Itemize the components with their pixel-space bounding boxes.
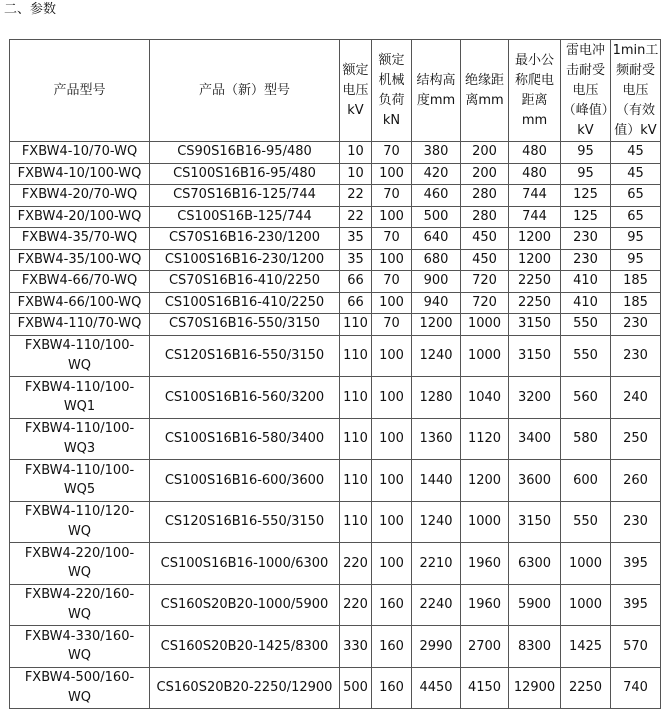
value-cell: 65 <box>611 206 661 228</box>
value-cell: 12900 <box>509 667 561 709</box>
table-row <box>10 501 661 543</box>
value-cell: 70 <box>372 142 412 164</box>
value-cell: 110 <box>340 418 372 460</box>
value-cell: 550 <box>561 335 611 377</box>
parameter-table <box>9 39 661 709</box>
value-cell: 5900 <box>509 584 561 626</box>
table-row <box>10 271 661 293</box>
value-cell: 410 <box>561 271 611 293</box>
value-cell: 1200 <box>509 249 561 271</box>
value-cell: 744 <box>509 206 561 228</box>
header-cell: 产品型号 <box>10 40 150 142</box>
value-cell: 560 <box>561 377 611 419</box>
value-cell: 70 <box>372 314 412 336</box>
value-cell: 1120 <box>461 418 509 460</box>
new-model-cell: CS100S16B16-1000/6300 <box>150 543 340 585</box>
value-cell: 450 <box>461 249 509 271</box>
value-cell: 1200 <box>509 228 561 250</box>
new-model-cell: CS160S20B20-1425/8300 <box>150 626 340 668</box>
value-cell: 100 <box>372 163 412 185</box>
value-cell: 280 <box>461 185 509 207</box>
model-cell: FXBW4-110/100- WQ1 <box>10 377 150 419</box>
model-cell: FXBW4-10/100-WQ <box>10 163 150 185</box>
table-row <box>10 626 661 668</box>
table-row <box>10 314 661 336</box>
model-cell: FXBW4-20/70-WQ <box>10 185 150 207</box>
value-cell: 330 <box>340 626 372 668</box>
table-row <box>10 335 661 377</box>
value-cell: 3150 <box>509 335 561 377</box>
value-cell: 600 <box>561 460 611 502</box>
value-cell: 6300 <box>509 543 561 585</box>
header-cell: 雷电冲击耐受电压（峰值）kV <box>561 40 611 142</box>
value-cell: 4150 <box>461 667 509 709</box>
value-cell: 185 <box>611 292 661 314</box>
header-cell: 1min工频耐受电压（有效值）kV <box>611 40 661 142</box>
value-cell: 480 <box>509 163 561 185</box>
section-heading: 二、参数 <box>4 2 57 17</box>
model-cell: FXBW4-110/100- WQ5 <box>10 460 150 502</box>
new-model-cell: CS100S16B16-600/3600 <box>150 460 340 502</box>
new-model-cell: CS100S16B16-410/2250 <box>150 292 340 314</box>
value-cell: 580 <box>561 418 611 460</box>
value-cell: 3200 <box>509 377 561 419</box>
value-cell: 3400 <box>509 418 561 460</box>
value-cell: 2240 <box>412 584 461 626</box>
value-cell: 410 <box>561 292 611 314</box>
table-row <box>10 377 661 419</box>
table-row <box>10 249 661 271</box>
value-cell: 70 <box>372 228 412 250</box>
value-cell: 250 <box>611 418 661 460</box>
value-cell: 3600 <box>509 460 561 502</box>
table-header-row <box>10 40 661 142</box>
model-cell: FXBW4-220/160- WQ <box>10 584 150 626</box>
value-cell: 110 <box>340 377 372 419</box>
value-cell: 10 <box>340 142 372 164</box>
value-cell: 100 <box>372 460 412 502</box>
value-cell: 100 <box>372 292 412 314</box>
table-row <box>10 667 661 709</box>
value-cell: 1000 <box>561 584 611 626</box>
value-cell: 35 <box>340 249 372 271</box>
value-cell: 2210 <box>412 543 461 585</box>
header-cell: 绝缘距离mm <box>461 40 509 142</box>
table-row <box>10 185 661 207</box>
value-cell: 3150 <box>509 314 561 336</box>
value-cell: 3150 <box>509 501 561 543</box>
value-cell: 240 <box>611 377 661 419</box>
value-cell: 1200 <box>461 460 509 502</box>
value-cell: 35 <box>340 228 372 250</box>
value-cell: 1000 <box>561 543 611 585</box>
value-cell: 720 <box>461 271 509 293</box>
new-model-cell: CS70S16B16-125/744 <box>150 185 340 207</box>
table-row <box>10 292 661 314</box>
value-cell: 744 <box>509 185 561 207</box>
value-cell: 1240 <box>412 335 461 377</box>
model-cell: FXBW4-20/100-WQ <box>10 206 150 228</box>
value-cell: 100 <box>372 543 412 585</box>
new-model-cell: CS100S16B16-560/3200 <box>150 377 340 419</box>
value-cell: 420 <box>412 163 461 185</box>
value-cell: 110 <box>340 460 372 502</box>
table-row <box>10 163 661 185</box>
model-cell: FXBW4-66/70-WQ <box>10 271 150 293</box>
new-model-cell: CS70S16B16-410/2250 <box>150 271 340 293</box>
value-cell: 230 <box>611 314 661 336</box>
value-cell: 8300 <box>509 626 561 668</box>
value-cell: 2250 <box>509 292 561 314</box>
value-cell: 100 <box>372 249 412 271</box>
new-model-cell: CS70S16B16-230/1200 <box>150 228 340 250</box>
value-cell: 95 <box>561 142 611 164</box>
new-model-cell: CS120S16B16-550/3150 <box>150 501 340 543</box>
value-cell: 110 <box>340 335 372 377</box>
value-cell: 160 <box>372 667 412 709</box>
model-cell: FXBW4-110/100- WQ <box>10 335 150 377</box>
value-cell: 2250 <box>509 271 561 293</box>
value-cell: 380 <box>412 142 461 164</box>
new-model-cell: CS120S16B16-550/3150 <box>150 335 340 377</box>
value-cell: 260 <box>611 460 661 502</box>
value-cell: 395 <box>611 584 661 626</box>
value-cell: 640 <box>412 228 461 250</box>
value-cell: 1440 <box>412 460 461 502</box>
value-cell: 500 <box>340 667 372 709</box>
value-cell: 680 <box>412 249 461 271</box>
value-cell: 1960 <box>461 543 509 585</box>
header-cell: 额定机械负荷kN <box>372 40 412 142</box>
value-cell: 66 <box>340 292 372 314</box>
value-cell: 740 <box>611 667 661 709</box>
new-model-cell: CS100S16B-125/744 <box>150 206 340 228</box>
value-cell: 200 <box>461 163 509 185</box>
model-cell: FXBW4-330/160- WQ <box>10 626 150 668</box>
value-cell: 160 <box>372 626 412 668</box>
value-cell: 395 <box>611 543 661 585</box>
value-cell: 100 <box>372 501 412 543</box>
value-cell: 22 <box>340 185 372 207</box>
value-cell: 230 <box>611 501 661 543</box>
header-cell: 结构高度mm <box>412 40 461 142</box>
header-cell: 额定电压kV <box>340 40 372 142</box>
model-cell: FXBW4-500/160- WQ <box>10 667 150 709</box>
value-cell: 70 <box>372 271 412 293</box>
value-cell: 1960 <box>461 584 509 626</box>
value-cell: 22 <box>340 206 372 228</box>
value-cell: 1000 <box>461 501 509 543</box>
value-cell: 220 <box>340 584 372 626</box>
value-cell: 450 <box>461 228 509 250</box>
model-cell: FXBW4-110/120- WQ <box>10 501 150 543</box>
value-cell: 500 <box>412 206 461 228</box>
new-model-cell: CS90S16B16-95/480 <box>150 142 340 164</box>
value-cell: 220 <box>340 543 372 585</box>
value-cell: 480 <box>509 142 561 164</box>
value-cell: 570 <box>611 626 661 668</box>
model-cell: FXBW4-66/100-WQ <box>10 292 150 314</box>
value-cell: 110 <box>340 501 372 543</box>
table-row <box>10 460 661 502</box>
value-cell: 10 <box>340 163 372 185</box>
table-row <box>10 142 661 164</box>
value-cell: 1240 <box>412 501 461 543</box>
value-cell: 230 <box>611 335 661 377</box>
model-cell: FXBW4-220/100- WQ <box>10 543 150 585</box>
value-cell: 185 <box>611 271 661 293</box>
value-cell: 95 <box>611 228 661 250</box>
header-cell: 最小公称爬电距离mm <box>509 40 561 142</box>
model-cell: FXBW4-35/70-WQ <box>10 228 150 250</box>
new-model-cell: CS70S16B16-550/3150 <box>150 314 340 336</box>
new-model-cell: CS100S16B16-230/1200 <box>150 249 340 271</box>
value-cell: 1000 <box>461 335 509 377</box>
value-cell: 550 <box>561 501 611 543</box>
value-cell: 1360 <box>412 418 461 460</box>
value-cell: 45 <box>611 163 661 185</box>
value-cell: 550 <box>561 314 611 336</box>
value-cell: 1040 <box>461 377 509 419</box>
value-cell: 720 <box>461 292 509 314</box>
model-cell: FXBW4-10/70-WQ <box>10 142 150 164</box>
value-cell: 1280 <box>412 377 461 419</box>
value-cell: 70 <box>372 185 412 207</box>
value-cell: 4450 <box>412 667 461 709</box>
value-cell: 125 <box>561 206 611 228</box>
value-cell: 95 <box>561 163 611 185</box>
value-cell: 900 <box>412 271 461 293</box>
table-row <box>10 584 661 626</box>
header-cell: 产品（新）型号 <box>150 40 340 142</box>
value-cell: 125 <box>561 185 611 207</box>
value-cell: 100 <box>372 206 412 228</box>
table-row <box>10 228 661 250</box>
model-cell: FXBW4-110/70-WQ <box>10 314 150 336</box>
value-cell: 2700 <box>461 626 509 668</box>
value-cell: 66 <box>340 271 372 293</box>
value-cell: 110 <box>340 314 372 336</box>
value-cell: 940 <box>412 292 461 314</box>
value-cell: 95 <box>611 249 661 271</box>
value-cell: 460 <box>412 185 461 207</box>
new-model-cell: CS100S16B16-95/480 <box>150 163 340 185</box>
new-model-cell: CS160S20B20-2250/12900 <box>150 667 340 709</box>
new-model-cell: CS100S16B16-580/3400 <box>150 418 340 460</box>
value-cell: 1000 <box>461 314 509 336</box>
value-cell: 100 <box>372 377 412 419</box>
table-row <box>10 206 661 228</box>
value-cell: 160 <box>372 584 412 626</box>
value-cell: 1425 <box>561 626 611 668</box>
value-cell: 2990 <box>412 626 461 668</box>
new-model-cell: CS160S20B20-1000/5900 <box>150 584 340 626</box>
value-cell: 100 <box>372 335 412 377</box>
value-cell: 230 <box>561 228 611 250</box>
value-cell: 230 <box>561 249 611 271</box>
model-cell: FXBW4-35/100-WQ <box>10 249 150 271</box>
value-cell: 65 <box>611 185 661 207</box>
table-row <box>10 418 661 460</box>
value-cell: 2250 <box>561 667 611 709</box>
value-cell: 1200 <box>412 314 461 336</box>
value-cell: 280 <box>461 206 509 228</box>
value-cell: 200 <box>461 142 509 164</box>
table-row <box>10 543 661 585</box>
value-cell: 45 <box>611 142 661 164</box>
value-cell: 100 <box>372 418 412 460</box>
model-cell: FXBW4-110/100- WQ3 <box>10 418 150 460</box>
